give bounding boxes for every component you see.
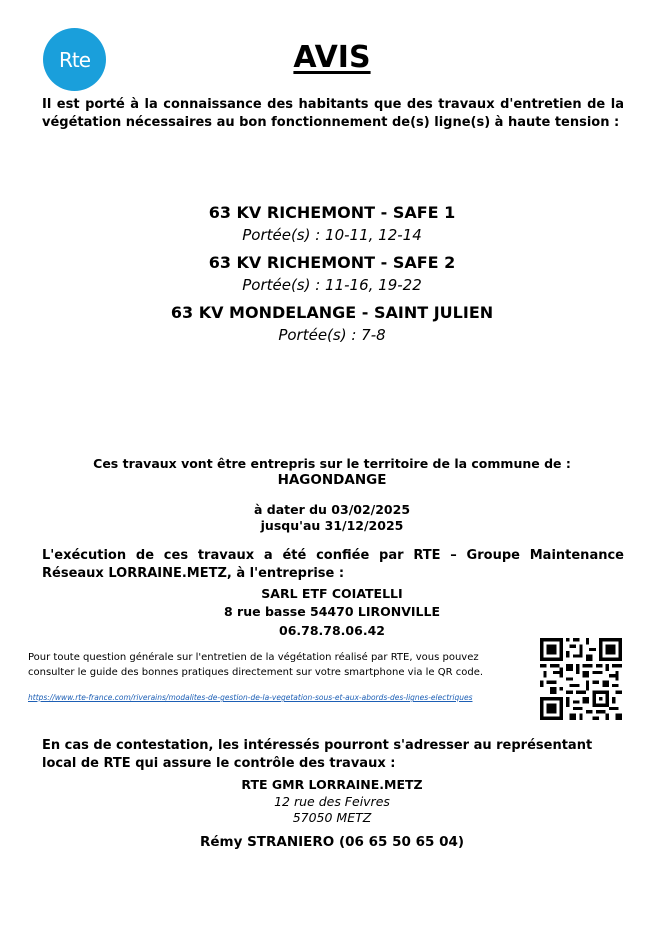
date-from: à dater du 03/02/2025 <box>253 502 411 517</box>
line-spans: Portée(s) : 7-8 <box>278 326 386 344</box>
line-name: 63 KV MONDELANGE - SAINT JULIEN <box>170 303 494 322</box>
contestation-paragraph: En cas de contestation, les intéressés pourront s'adresser au représentant local de RTE qui assure le contrôle des travaux : <box>42 738 593 771</box>
territory-label: Ces travaux vont être entrepris sur le territoire de la commune de : <box>93 456 571 471</box>
line-spans: Portée(s) : 11-16, 19-22 <box>242 276 422 294</box>
date-to: jusqu'au 31/12/2025 <box>260 518 404 533</box>
company-phone: 06.78.78.06.42 <box>279 623 385 638</box>
line-spans: Portée(s) : 10-11, 12-14 <box>242 226 422 244</box>
commune-name: HAGONDANGE <box>277 472 387 488</box>
company-address: 8 rue basse 54470 LIRONVILLE <box>224 604 440 619</box>
guide-link[interactable]: https://www.rte-france.com/riverains/modalites-de-gestion-de-la-vegetation-sous-et-aux-abords-des-lignes-electriques <box>28 693 473 702</box>
intro-paragraph: Il est porté à la connaissance des habitants que des travaux d'entretien de la végétation nécessaires au bon fonctionnement de(s) ligne(s) à haute tension : <box>42 97 624 130</box>
rte-logo-text: Rte <box>58 47 91 72</box>
company-name: SARL ETF COIATELLI <box>261 586 403 601</box>
contact-person: Rémy STRANIERO (06 65 50 65 04) <box>199 834 465 850</box>
notice-title: AVIS <box>293 40 371 75</box>
qr-code[interactable] <box>540 638 622 720</box>
contact-street: 12 rue des Feivres <box>274 794 390 809</box>
general-info-text: Pour toute question générale sur l'entretien de la végétation réalisé par RTE, vous pouvez consulter le guide des bonnes pratiques directement sur votre smartphone via le QR code. <box>28 652 484 678</box>
execution-paragraph: L'exécution de ces travaux a été confiée par RTE – Groupe Maintenance Réseaux LORRAINE.METZ, à l'entreprise : <box>42 548 624 581</box>
line-name: 63 KV RICHEMONT - SAFE 1 <box>208 203 456 222</box>
line-name: 63 KV RICHEMONT - SAFE 2 <box>208 253 456 272</box>
contact-city: 57050 METZ <box>292 810 372 825</box>
contact-org: RTE GMR LORRAINE.METZ <box>241 777 423 792</box>
